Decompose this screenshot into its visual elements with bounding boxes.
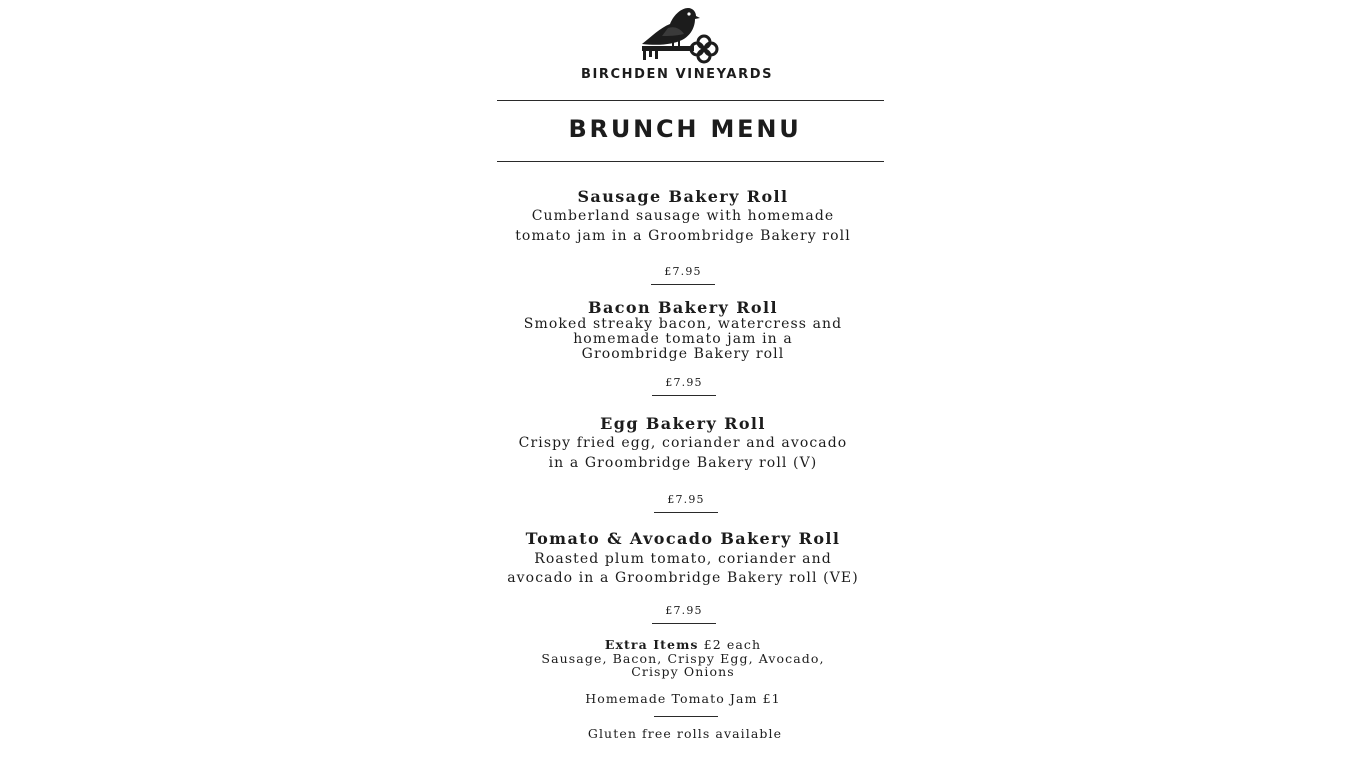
title-divider xyxy=(497,161,884,162)
price-divider xyxy=(651,284,715,285)
extras-line: Crispy Onions xyxy=(631,664,735,679)
item-name: Tomato & Avocado Bakery Roll xyxy=(525,529,841,548)
item-description-line: tomato jam in a Groombridge Bakery roll xyxy=(515,228,851,244)
item-description-line: avocado in a Groombridge Bakery roll (VE) xyxy=(507,570,859,586)
menu-title: BRUNCH MENU xyxy=(568,115,802,143)
extras-label: Extra Items xyxy=(604,637,699,652)
item-price: £7.95 xyxy=(667,493,705,506)
item-description-line: Groombridge Bakery roll xyxy=(581,346,785,362)
gluten-free-note: Gluten free rolls available xyxy=(587,726,783,741)
item-description-line: homemade tomato jam in a xyxy=(573,331,793,347)
item-description-line: Cumberland sausage with homemade xyxy=(531,208,835,224)
extras-heading xyxy=(497,637,869,652)
item-price: £7.95 xyxy=(664,265,702,278)
item-price: £7.95 xyxy=(665,376,703,389)
item-description-line: in a Groombridge Bakery roll (V) xyxy=(548,455,818,471)
item-name: Sausage Bakery Roll xyxy=(577,187,789,206)
extras-divider xyxy=(654,716,718,717)
item-description-line: Smoked streaky bacon, watercress and xyxy=(523,316,843,332)
brand-name: BIRCHDEN VINEYARDS xyxy=(580,67,774,82)
bird-on-key-logo-icon xyxy=(638,6,720,64)
jam-extra: Homemade Tomato Jam £1 xyxy=(585,691,781,706)
item-name: Bacon Bakery Roll xyxy=(588,298,778,317)
item-price: £7.95 xyxy=(665,604,703,617)
price-divider xyxy=(654,512,718,513)
item-name: Egg Bakery Roll xyxy=(600,414,766,433)
item-description-line: Roasted plum tomato, coriander and xyxy=(534,551,832,567)
price-divider xyxy=(652,623,716,624)
extras-line: Sausage, Bacon, Crispy Egg, Avocado, xyxy=(541,651,825,666)
price-divider xyxy=(652,395,716,396)
top-divider xyxy=(497,100,884,101)
extras-price: £2 each xyxy=(703,637,762,652)
item-description-line: Crispy fried egg, coriander and avocado xyxy=(518,435,848,451)
